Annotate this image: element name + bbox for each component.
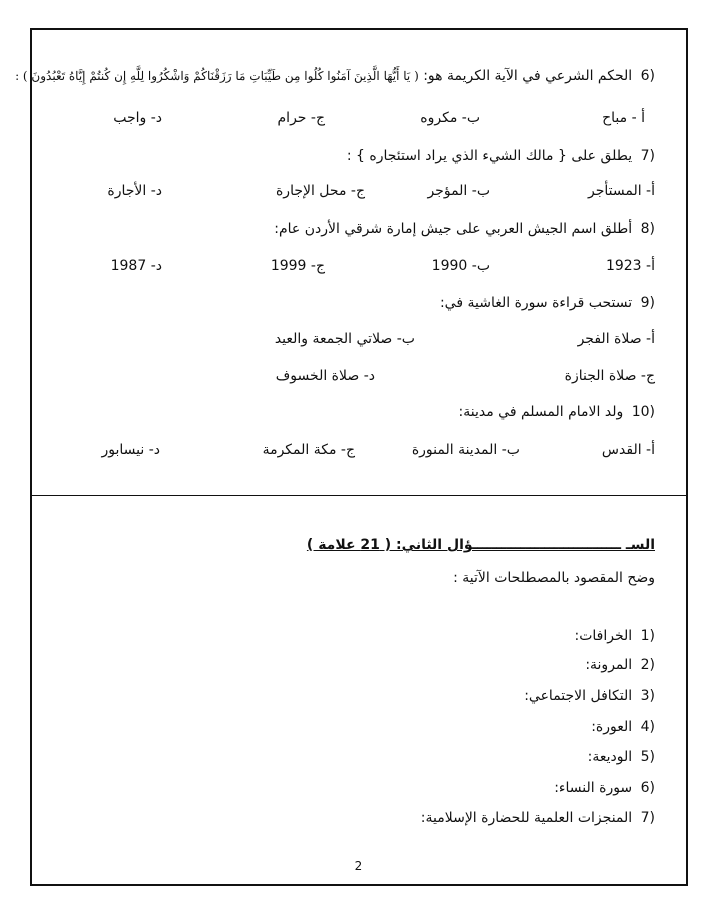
term-number: 4) (640, 719, 655, 735)
option-d: د- الأجارة (107, 183, 162, 199)
options-q9-row2 (80, 366, 655, 386)
option-a: أ- القدس (601, 442, 655, 458)
option-b: ب- المؤجر (427, 183, 490, 199)
term-number: 5) (640, 749, 655, 765)
option-b: ب- 1990 (431, 258, 490, 274)
term-item (588, 747, 655, 767)
option-d: د- نيسابور (101, 442, 160, 458)
option-a: أ- صلاة الفجر (577, 331, 655, 347)
option-b: ب- صلاتي الجمعة والعيد (274, 331, 415, 347)
option-c: ج- حرام (277, 110, 325, 126)
term-text: المنجزات العلمية للحضارة الإسلامية: (420, 810, 633, 826)
option-a: أ- المستأجر (588, 183, 655, 199)
options-q6 (80, 108, 655, 128)
question-number: 7) (640, 148, 655, 164)
option-d: د- واجب (113, 110, 162, 126)
term-item (575, 626, 656, 646)
quran-verse: ( يَا أَيُّهَا الَّذِينَ آمَنُوا كُلُوا مِن طَيِّبَاتِ مَا رَزَقْنَاكُمْ وَاشْكُرُوا لِلَّهِ إِن كُنتُمْ إِيَّاهُ تَعْبُدُونَ ) : (15, 69, 419, 83)
option-c: ج- 1999 (270, 258, 325, 274)
section-divider (30, 495, 688, 496)
term-text: المرونة: (585, 657, 633, 673)
option-d: د- 1987 (110, 258, 162, 274)
options-q7 (80, 181, 655, 201)
question-text: أطلق اسم الجيش العربي على جيش إمارة شرقي الأردن عام: (274, 221, 633, 237)
options-q10 (80, 440, 655, 460)
section-2-title: السـ ـــــــــــــــــــــــــــــــؤال الثاني: ( 21 علامة ) (306, 537, 655, 553)
question-text: يطلق على { مالك الشيء الذي يراد استئجاره } : (346, 148, 633, 164)
term-item (421, 808, 655, 828)
question-text: ولد الامام المسلم في مدينة: (458, 404, 624, 420)
question-text: تستحب قراءة سورة الغاشية في: (439, 295, 633, 311)
question-7 (347, 146, 655, 166)
option-a: أ- 1923 (605, 258, 655, 274)
option-c: ج- مكة المكرمة (262, 442, 355, 458)
term-text: العورة: (591, 719, 633, 735)
question-number: 6) (640, 68, 655, 84)
question-text: الحكم الشرعي في الآية الكريمة هو: (423, 68, 633, 84)
page-number: 2 (354, 859, 363, 873)
term-number: 7) (640, 810, 655, 826)
term-number: 3) (640, 688, 655, 704)
term-number: 6) (640, 780, 655, 796)
option-a: أ - مباح (602, 110, 645, 126)
question-6 (15, 66, 655, 86)
option-b: ب- المدينة المنورة (411, 442, 520, 458)
options-q9-row1 (80, 329, 655, 349)
term-text: سورة النساء: (554, 780, 633, 796)
option-d: د- صلاة الخسوف (275, 368, 375, 384)
term-item (524, 686, 655, 706)
option-c: ج- محل الإجارة (275, 183, 365, 199)
question-8 (274, 219, 655, 239)
term-text: التكافل الاجتماعي: (524, 688, 633, 704)
term-item (585, 655, 655, 675)
question-number: 9) (640, 295, 655, 311)
term-item (591, 717, 655, 737)
option-b: ب- مكروه (420, 110, 480, 126)
term-text: الخرافات: (574, 628, 633, 644)
options-q8 (80, 256, 655, 276)
section-2-instruction: وضح المقصود بالمصطلحات الآتية : (453, 570, 655, 586)
term-number: 2) (640, 657, 655, 673)
question-number: 8) (640, 221, 655, 237)
term-number: 1) (640, 628, 655, 644)
question-10 (459, 402, 655, 422)
option-c: ج- صلاة الجنازة (564, 368, 655, 384)
question-9 (440, 293, 655, 313)
question-number: 10) (631, 404, 655, 420)
term-item (554, 778, 655, 798)
term-text: الوديعة: (587, 749, 633, 765)
